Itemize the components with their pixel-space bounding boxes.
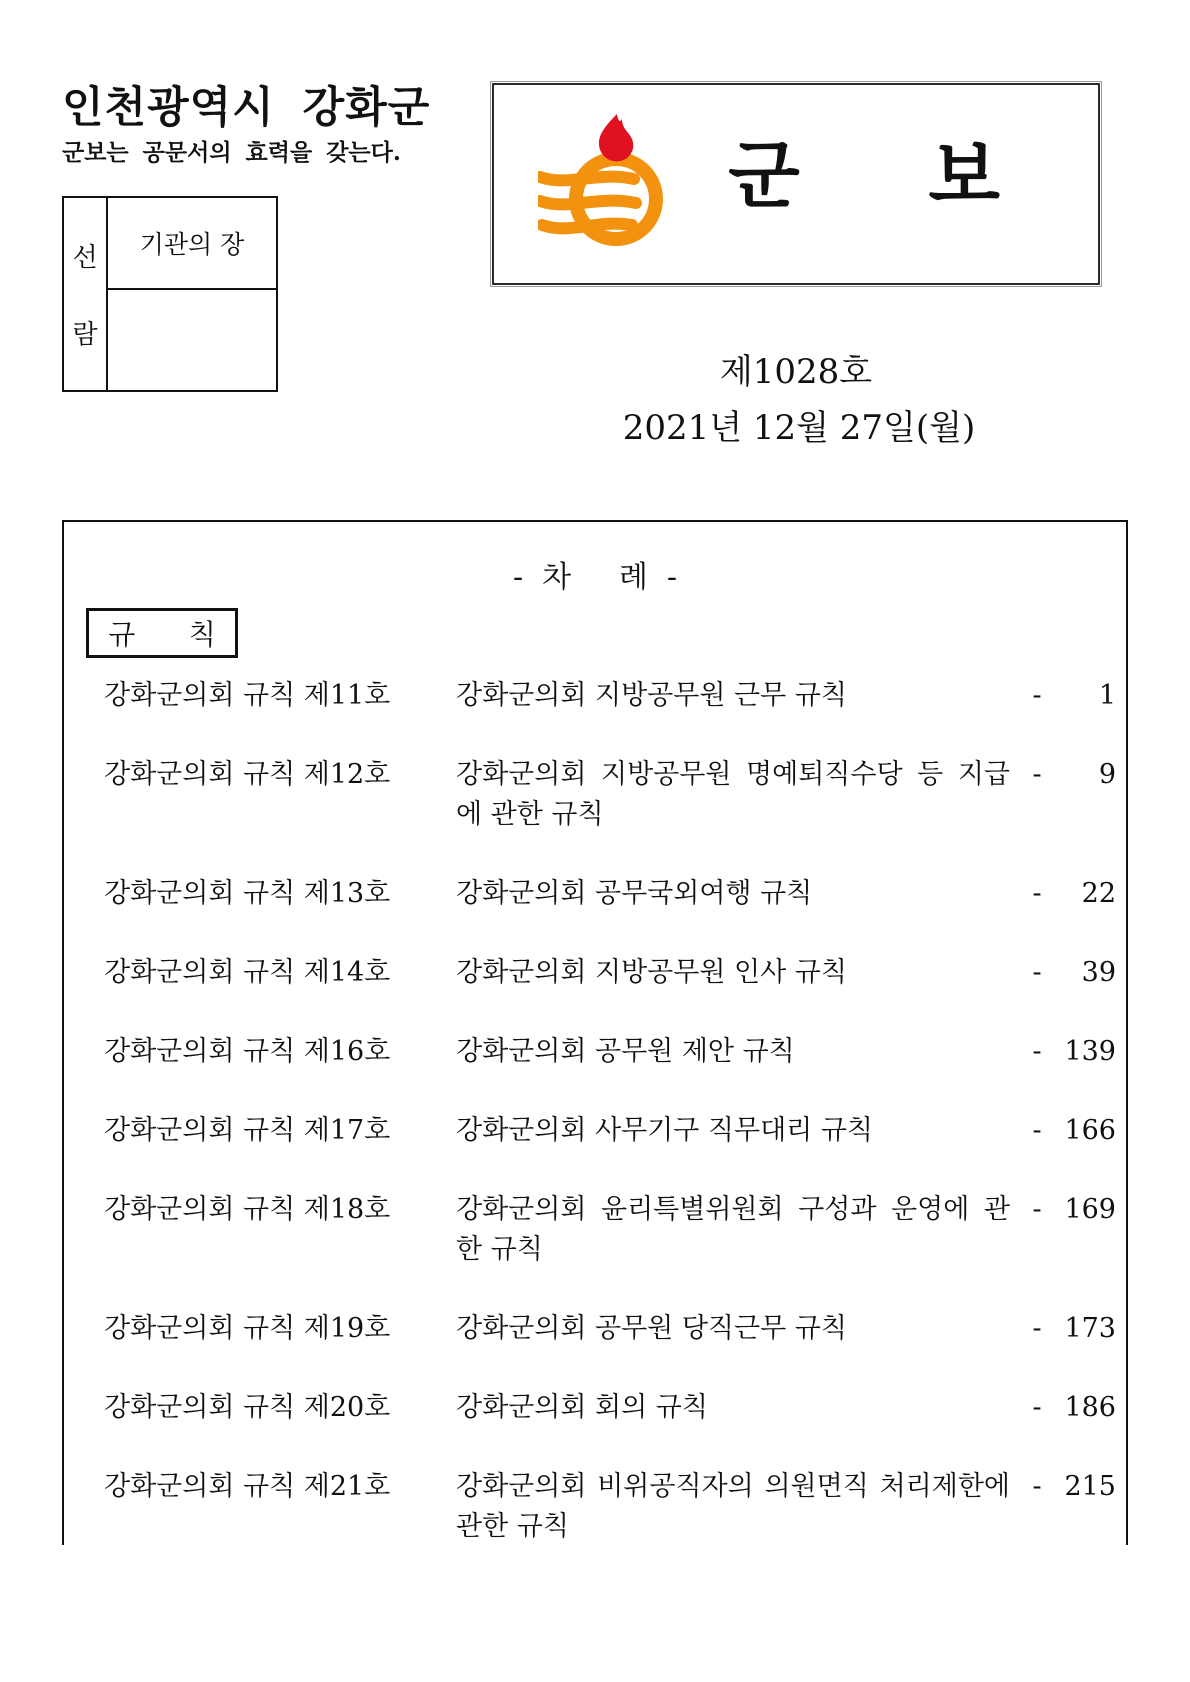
toc-entry-number: 강화군의회 규칙 제13호 xyxy=(104,878,391,909)
toc-entry-title: 강화군의회 비위공직자의 의원면직 처리제한에 관한 규칙 xyxy=(456,1471,1010,1542)
toc-entry-dash: - xyxy=(1032,957,1042,988)
toc-entry-title: 강화군의회 회의 규칙 xyxy=(456,1392,708,1423)
toc-entry-page: 139 xyxy=(1064,1036,1116,1067)
toc-row xyxy=(104,1032,1116,1072)
toc-entry-dash: - xyxy=(1032,1392,1042,1423)
perusal-char-top: 선 xyxy=(72,243,98,273)
toc-entry-dash: - xyxy=(1032,1036,1042,1067)
toc-heading: - 차 례 - xyxy=(512,560,678,595)
toc-entry-page: 1 xyxy=(1098,680,1116,711)
table-of-contents-box xyxy=(62,520,1128,1545)
signature-empty-cell xyxy=(108,290,276,390)
toc-entry-title: 강화군의회 지방공무원 명예퇴직수당 등 지급에 관한 규칙 xyxy=(456,759,1010,830)
toc-entry-dash: - xyxy=(1032,1313,1042,1344)
toc-entry-number: 강화군의회 규칙 제17호 xyxy=(104,1115,391,1146)
issue-number: 제1028호 xyxy=(719,352,873,392)
toc-entry-page: 169 xyxy=(1064,1194,1116,1225)
perusal-stamp-table xyxy=(62,196,278,392)
toc-row xyxy=(104,1467,1116,1545)
toc-entry-dash: - xyxy=(1032,1115,1042,1146)
issue-date: 2021년 12월 27일(월) xyxy=(622,408,976,448)
toc-entry-dash: - xyxy=(1032,759,1042,790)
toc-row xyxy=(104,1111,1116,1151)
county-emblem-logo xyxy=(538,113,670,259)
toc-row xyxy=(104,1190,1116,1270)
toc-entry-number: 강화군의회 규칙 제12호 xyxy=(104,759,391,790)
toc-entry-number: 강화군의회 규칙 제20호 xyxy=(104,1392,391,1423)
perusal-label-cell xyxy=(64,198,108,390)
rules-section-label: 규 칙 xyxy=(86,608,238,658)
toc-entry-title: 강화군의회 사무기구 직무대리 규칙 xyxy=(456,1115,873,1146)
toc-row xyxy=(104,1309,1116,1349)
toc-entry-title: 강화군의회 공무원 제안 규칙 xyxy=(456,1036,795,1067)
toc-entry-page: 186 xyxy=(1064,1392,1116,1423)
toc-row xyxy=(104,953,1116,993)
toc-entry-title: 강화군의회 공무원 당직근무 규칙 xyxy=(456,1313,847,1344)
toc-entry-number: 강화군의회 규칙 제16호 xyxy=(104,1036,391,1067)
masthead-box xyxy=(492,83,1100,285)
toc-row xyxy=(104,1388,1116,1428)
toc-entry-page: 22 xyxy=(1081,878,1116,909)
toc-entry-title: 강화군의회 지방공무원 인사 규칙 xyxy=(456,957,847,988)
toc-entry-dash: - xyxy=(1032,680,1042,711)
toc-entry-page: 173 xyxy=(1064,1313,1116,1344)
toc-row xyxy=(104,676,1116,716)
toc-entry-number: 강화군의회 규칙 제21호 xyxy=(104,1471,391,1502)
toc-entry-title: 강화군의회 공무국외여행 규칙 xyxy=(456,878,813,909)
agency-tagline: 군보는 공문서의 효력을 갖는다. xyxy=(62,139,401,166)
toc-entry-dash: - xyxy=(1032,1471,1042,1502)
head-of-agency-cell: 기관의 장 xyxy=(108,198,276,290)
toc-entry-number: 강화군의회 규칙 제19호 xyxy=(104,1313,391,1344)
flame-icon xyxy=(599,114,633,161)
toc-entry-number: 강화군의회 규칙 제11호 xyxy=(104,680,391,711)
agency-title: 인천광역시 강화군 xyxy=(62,83,431,133)
toc-entry-page: 166 xyxy=(1064,1115,1116,1146)
perusal-char-bottom: 람 xyxy=(72,320,98,350)
toc-row xyxy=(104,874,1116,914)
emblem-stripe-2 xyxy=(540,201,636,205)
toc-entry-page: 9 xyxy=(1098,759,1116,790)
toc-entry-dash: - xyxy=(1032,878,1042,909)
toc-entry-number: 강화군의회 규칙 제18호 xyxy=(104,1194,391,1225)
toc-entry-dash: - xyxy=(1032,1194,1042,1225)
emblem-stripe-3 xyxy=(542,224,632,229)
toc-entry-number: 강화군의회 규칙 제14호 xyxy=(104,957,391,988)
emblem-stripe-1 xyxy=(540,177,634,181)
masthead-title: 군 보 xyxy=(728,133,1000,219)
toc-entry-title: 강화군의회 지방공무원 근무 규칙 xyxy=(456,680,847,711)
toc-entry-page: 215 xyxy=(1064,1471,1116,1502)
toc-entry-title: 강화군의회 윤리특별위원회 구성과 운영에 관한 규칙 xyxy=(456,1194,1010,1265)
toc-row xyxy=(104,755,1116,835)
toc-entry-page: 39 xyxy=(1081,957,1116,988)
toc-entries xyxy=(104,676,1116,1545)
